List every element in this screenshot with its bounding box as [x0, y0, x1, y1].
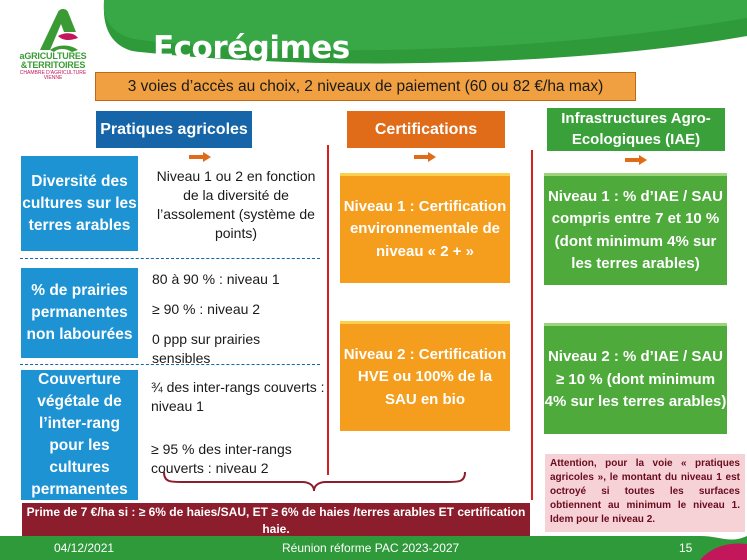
curly-brace-icon — [162, 470, 467, 492]
footer-date: 04/12/2021 — [54, 541, 115, 555]
divider — [20, 364, 320, 365]
footer-title: Réunion réforme PAC 2023-2027 — [282, 541, 460, 555]
column-divider — [327, 145, 329, 475]
certification-niveau-1: Niveau 1 : Certification environnementale de niveau « 2 + » — [340, 173, 510, 283]
iae-niveau-2: Niveau 2 : % d’IAE / SAU ≥ 10 % (dont minimum 4% sur les terres arables) — [544, 323, 727, 434]
prime-haies-banner: Prime de 7 €/ha si : ≥ 6% de haies/SAU, ET ≥ 6% de haies /terres arables ET certification haie. — [22, 503, 530, 539]
divider — [20, 258, 320, 259]
desc-diversite: Niveau 1 ou 2 en fonction de la diversité de l’assolement (système de points) — [156, 168, 316, 241]
logo-line-2: &TERRITOIRES — [20, 60, 86, 70]
certification-niveau-2: Niveau 2 : Certification HVE ou 100% de la SAU en bio — [340, 321, 510, 431]
arrow-right-icon — [189, 152, 211, 162]
logo-text — [8, 52, 98, 81]
column-header-certifications: Certifications — [347, 111, 505, 148]
column-header-pratiques: Pratiques agricoles — [96, 111, 252, 148]
logo-line-4: VIENNE — [43, 75, 63, 81]
iae-niveau-1: Niveau 1 : % d’IAE / SAU compris entre 7 et 10 % (dont minimum 4% sur les terres arables) — [544, 173, 727, 285]
logo-line-1: aGRICULTURES — [19, 51, 87, 61]
page-number: 15 — [679, 541, 693, 555]
arrow-right-icon — [414, 152, 436, 162]
desc-prairies-niveau2: ≥ 90 % : niveau 2 — [152, 301, 261, 317]
pratique-couverture: Couverture végétale de l’inter-rang pour les cultures permanentes — [21, 370, 138, 500]
page-title: Ecorégimes — [153, 30, 350, 66]
arrow-right-icon — [625, 155, 647, 165]
subtitle-banner: 3 voies d’accès au choix, 2 niveaux de paiement (60 ou 82 €/ha max) — [95, 72, 636, 101]
pratique-prairies: % de prairies permanentes non labourées — [21, 268, 138, 358]
desc-couverture-niveau2: ≥ 95 % des inter-rangs couverts : niveau 2 — [151, 441, 292, 476]
desc-prairies-niveau1: 80 à 90 % : niveau 1 — [152, 271, 280, 287]
attention-note: Attention, pour la voie « pratiques agricoles », le montant du niveau 1 est octroyé si toutes les surfaces obtiennent au minimum le niveau 1. Idem pour le niveau 2. — [545, 454, 745, 532]
logo-line-3: CHAMBRE D'AGRICULTURE — [19, 70, 87, 76]
column-header-iae: Infrastructures Agro-Ecologiques (IAE) — [547, 108, 725, 151]
desc-prairies-ppp: 0 ppp sur prairies sensibles — [152, 331, 261, 366]
desc-couverture-niveau1: ¾ des inter-rangs couverts : niveau 1 — [151, 379, 325, 414]
column-divider — [531, 150, 533, 500]
pratique-diversite: Diversité des cultures sur les terres arables — [21, 156, 138, 251]
